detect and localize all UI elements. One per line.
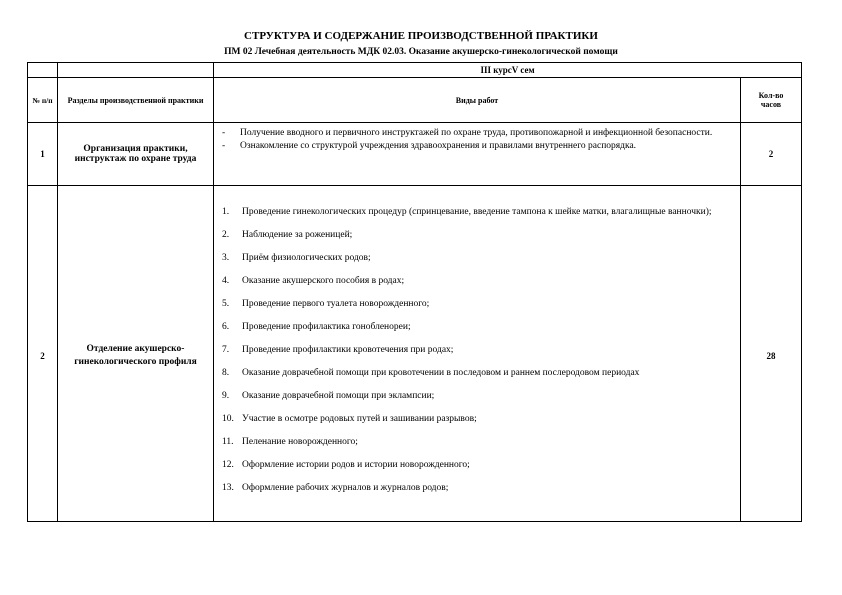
- list-item: [216, 298, 736, 311]
- list-number: 2.: [222, 230, 230, 240]
- list-item: [216, 436, 736, 449]
- header-works: Виды работ: [214, 78, 741, 123]
- course-header: III курсV сем: [214, 63, 802, 78]
- list-item-text: Оказание акушерского пособия в родах;: [242, 276, 405, 286]
- list-item-text: Получение вводного и первичного инструктажей по охране труда, противопожарной и инфекционной безопасности.: [240, 128, 713, 138]
- list-number: 3.: [222, 253, 230, 263]
- list-marker: -: [222, 128, 226, 138]
- page-title: СТРУКТУРА И СОДЕРЖАНИЕ ПРОИЗВОДСТВЕННОЙ ПРАКТИКИ: [244, 30, 598, 42]
- list-item-text: Проведение профилактики кровотечения при родах;: [242, 345, 454, 355]
- row-num: 2: [28, 186, 58, 522]
- list-item: [216, 390, 736, 403]
- list-item-text: Оказание доврачебной помощи при эклампсии;: [242, 391, 435, 401]
- list-number: 12.: [222, 460, 234, 470]
- list-number: 13.: [222, 483, 234, 493]
- list-item: [216, 321, 736, 334]
- row-section: Организация практики, инструктаж по охране труда: [58, 123, 214, 186]
- list-item-text: Проведение первого туалета новорожденного;: [242, 299, 430, 309]
- header-num: № п/п: [28, 78, 58, 123]
- list-item-text: Пеленание новорожденного;: [242, 437, 358, 447]
- table-row: [28, 186, 802, 522]
- list-item-text: Ознакомление со структурой учреждения здравоохранения и правилами внутреннего распорядка.: [240, 141, 637, 151]
- list-item-text: Проведение профилактика гонобленореи;: [242, 322, 411, 332]
- header-hours: Кол-во часов: [741, 78, 802, 123]
- list-item-text: Оформление рабочих журналов и журналов родов;: [242, 483, 449, 493]
- row-section: Отделение акушерско-гинекологического профиля: [58, 186, 214, 522]
- list-item-text: Проведение гинекологических процедур (спринцевание, введение тампона к шейке матки, влагалищные ванночки);: [242, 207, 712, 217]
- list-number: 6.: [222, 322, 230, 332]
- list-item: [216, 459, 736, 472]
- list-marker: -: [222, 141, 226, 151]
- row-num: 1: [28, 123, 58, 186]
- list-item: [216, 229, 736, 242]
- empty-corner-cell: [58, 63, 214, 78]
- works-list: [216, 206, 736, 495]
- list-item-text: Оказание доврачебной помощи при кровотечении в последовом и раннем послеродовом периодах: [242, 368, 640, 378]
- list-item: [216, 206, 736, 219]
- list-item: [216, 367, 736, 380]
- practice-table: [27, 62, 802, 522]
- table-row: [28, 123, 802, 186]
- list-item: [216, 140, 736, 153]
- list-item: [216, 275, 736, 288]
- list-item-text: Оформление истории родов и истории новорожденного;: [242, 460, 470, 470]
- list-number: 9.: [222, 391, 230, 401]
- header-section: Разделы производственной практики: [58, 78, 214, 123]
- list-number: 4.: [222, 276, 230, 286]
- list-number: 7.: [222, 345, 230, 355]
- page-subtitle: ПМ 02 Лечебная деятельность МДК 02.03. Оказание акушерско-гинекологической помощи: [224, 47, 618, 57]
- row-hours: 28: [741, 186, 802, 522]
- list-item: [216, 127, 736, 140]
- empty-corner-cell: [28, 63, 58, 78]
- list-item: [216, 344, 736, 357]
- list-number: 5.: [222, 299, 230, 309]
- list-item-text: Наблюдение за роженицей;: [242, 230, 353, 240]
- list-item-text: Приём физиологических родов;: [242, 253, 371, 263]
- list-item: [216, 482, 736, 495]
- list-number: 10.: [222, 414, 234, 424]
- list-number: 1.: [222, 207, 230, 217]
- list-item: [216, 252, 736, 265]
- list-item-text: Участие в осмотре родовых путей и зашивании разрывов;: [242, 414, 477, 424]
- row-works: [214, 186, 741, 522]
- row-hours: 2: [741, 123, 802, 186]
- row-works: [214, 123, 741, 186]
- list-number: 8.: [222, 368, 230, 378]
- list-item: [216, 413, 736, 426]
- list-number: 11.: [222, 437, 234, 447]
